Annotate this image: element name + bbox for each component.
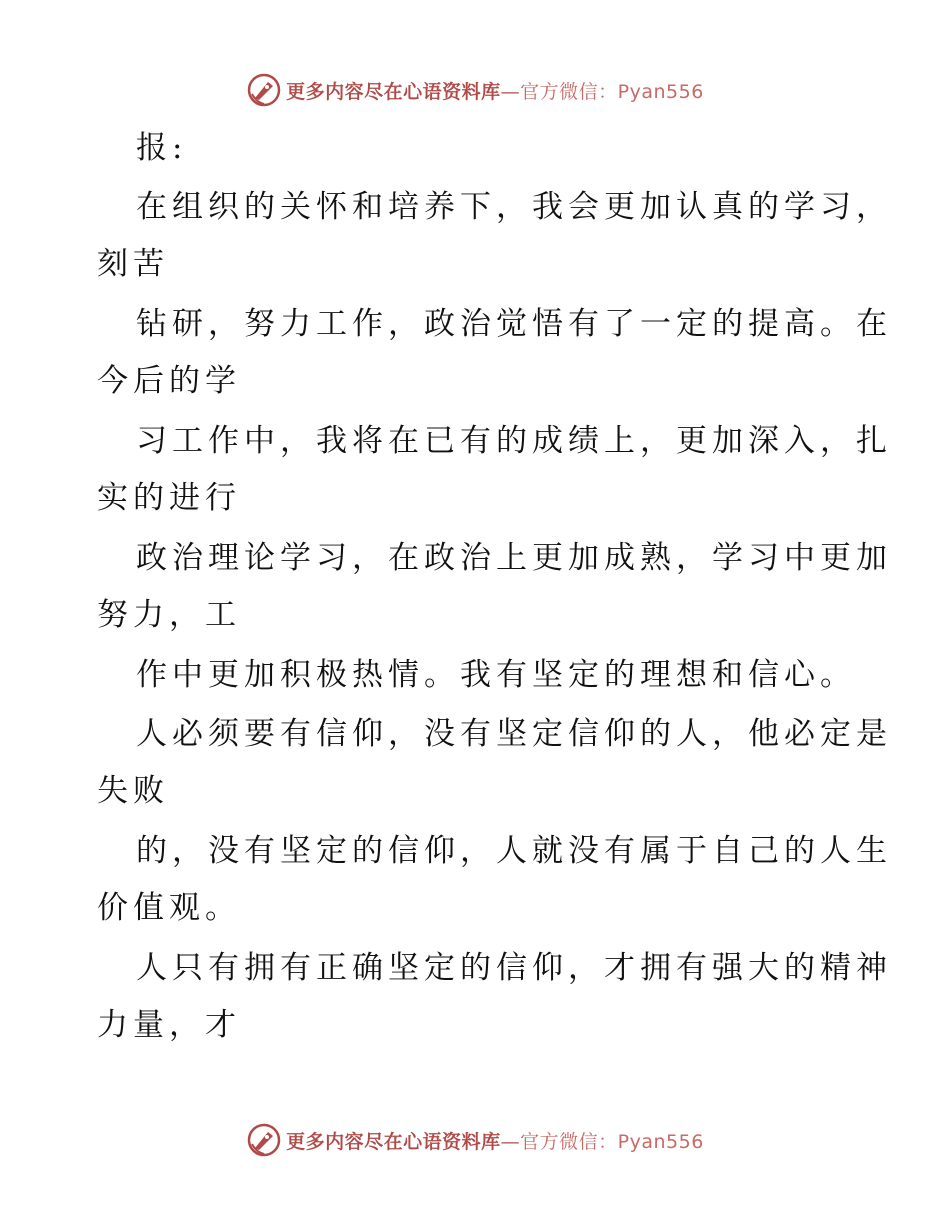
header-banner-separator: — <box>500 80 521 103</box>
text-line: 努力，工 <box>97 597 241 633</box>
footer-banner-text <box>286 1127 704 1154</box>
header-banner-text <box>286 77 704 104</box>
text-line: 作中更加积极热情。我有坚定的理想和信心。 <box>136 657 856 693</box>
text-line: 今后的学 <box>97 363 241 399</box>
header-banner-main: 更多内容尽在心语资料库 <box>286 80 501 103</box>
pen-nib-icon <box>246 72 282 108</box>
text-line: 价值观。 <box>97 890 241 926</box>
text-line: 习工作中，我将在已有的成绩上，更加深入，扎 <box>136 423 892 459</box>
footer-banner <box>0 1120 950 1160</box>
footer-banner-main: 更多内容尽在心语资料库 <box>286 1130 501 1153</box>
text-line: 人必须要有信仰，没有坚定信仰的人，他必定是 <box>136 716 892 752</box>
text-line: 的，没有坚定的信仰，人就没有属于自己的人生 <box>136 833 892 869</box>
text-line: 实的进行 <box>97 480 241 516</box>
text-line: 钻研，努力工作，政治觉悟有了一定的提高。在 <box>136 306 892 342</box>
header-banner-wechat: 官方微信：Pyan556 <box>520 80 704 103</box>
header-banner <box>0 70 950 110</box>
text-line: 失败 <box>97 773 169 809</box>
footer-banner-wechat: 官方微信：Pyan556 <box>520 1130 704 1153</box>
text-line: 力量，才 <box>97 1007 241 1043</box>
text-line: 人只有拥有正确坚定的信仰，才拥有强大的精神 <box>136 950 892 986</box>
text-line: 政治理论学习，在政治上更加成熟，学习中更加 <box>136 540 892 576</box>
pen-nib-icon <box>246 1122 282 1158</box>
text-line: 在组织的关怀和培养下，我会更加认真的学习， <box>136 189 892 225</box>
text-line: 报: <box>136 130 188 166</box>
text-line: 刻苦 <box>97 246 169 282</box>
footer-banner-separator: — <box>500 1130 521 1153</box>
